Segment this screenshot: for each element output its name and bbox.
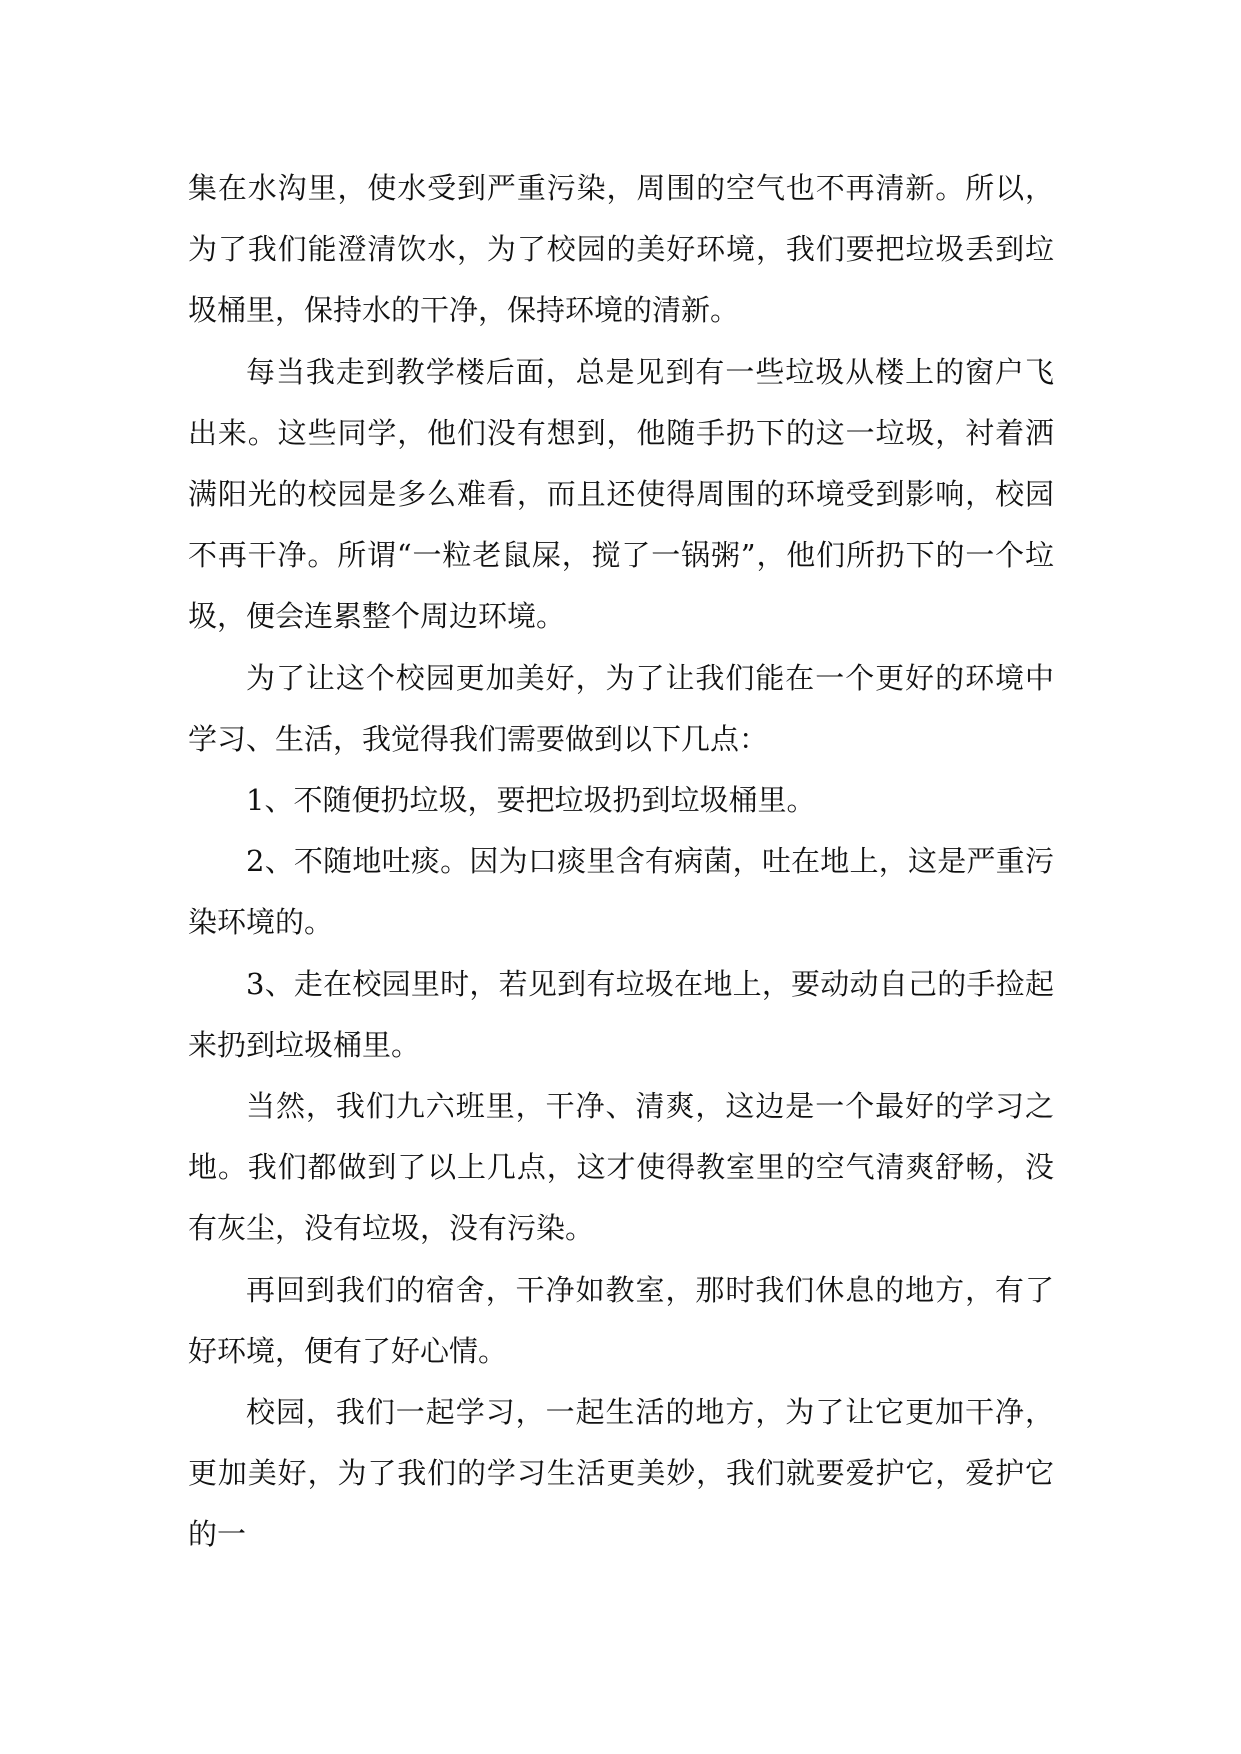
list-item-3: 3、走在校园里时，若见到有垃圾在地上，要动动自己的手捡起来扔到垃圾桶里。: [188, 966, 1054, 1062]
list-item-1: 1、不随便扔垃圾，要把垃圾扔到垃圾桶里。: [246, 783, 816, 818]
document-body: [188, 158, 1054, 1566]
paragraph-2: 每当我走到教学楼后面，总是见到有一些垃圾从楼上的窗户飞出来。这些同学，他们没有想到，他随手扔下的这一垃圾，衬着洒满阳光的校园是多么难看，而且还使得周围的环境受到影响，校园不再干净。所谓“一粒老鼠屎，搅了一锅粥”，他们所扔下的一个垃圾，便会连累整个周边环境。: [188, 354, 1054, 634]
paragraph-3: 为了让这个校园更加美好，为了让我们能在一个更好的环境中学习、生活，我觉得我们需要做到以下几点：: [188, 660, 1054, 756]
paragraph-5: 再回到我们的宿舍，干净如教室，那时我们休息的地方，有了好环境，便有了好心情。: [188, 1272, 1054, 1368]
paragraph-4: 当然，我们九六班里，干净、清爽，这边是一个最好的学习之地。我们都做到了以上几点，这才使得教室里的空气清爽舒畅，没有灰尘，没有垃圾，没有污染。: [188, 1089, 1054, 1246]
paragraph-1: 集在水沟里，使水受到严重污染，周围的空气也不再清新。所以，为了我们能澄清饮水，为了校园的美好环境，我们要把垃圾丢到垃圾桶里，保持水的干净，保持环境的清新。: [188, 171, 1054, 328]
paragraph-6: 校园，我们一起学习，一起生活的地方，为了让它更加干净，更加美好，为了我们的学习生活更美妙，我们就要爱护它，爱护它的一: [188, 1395, 1054, 1552]
list-item-2: 2、不随地吐痰。因为口痰里含有病菌，吐在地上，这是严重污染环境的。: [188, 844, 1054, 940]
